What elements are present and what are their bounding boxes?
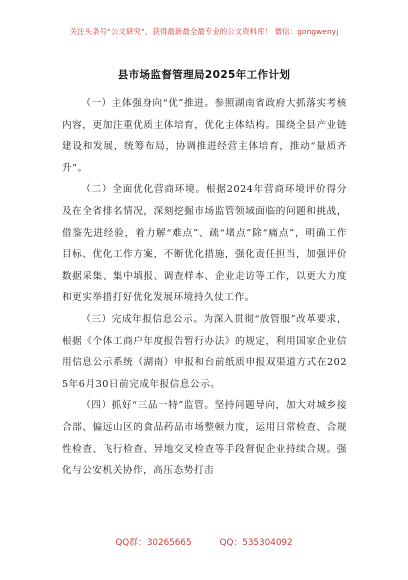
footer-contact bbox=[0, 535, 408, 548]
document-body bbox=[62, 93, 347, 482]
footer-qq-number: QQ：535304092 bbox=[219, 538, 293, 548]
paragraph-1: （一）主体强身向“优”推进。参照湖南省政府大抓落实考核内容，更加注重优质主体培育，优化主体结构。围绕全县产业链建设和发展，统筹布局，协调推进经营主体培育，推动“量质齐升”。 bbox=[62, 98, 347, 174]
header-banner: 关注头条号“公文研究”，获得最新最全最专业的公文资料库！ 微信：gongwenyj bbox=[69, 27, 339, 36]
paragraph-4: （四）抓好“三品一特”监管。坚持问题导向，加大对城乡接合部、偏远山区的食品药品市场整顿力度，运用日常检查、合规性检查、飞行检查、异地交叉检查等手段督促企业持续合规。强化与公安机关协作，高压态势打击 bbox=[62, 400, 347, 477]
footer-qq-group: QQ群：30265665 bbox=[115, 538, 192, 548]
document-title: 县市场监督管理局2025年工作计划 bbox=[117, 69, 291, 81]
paragraph-2: （二）全面优化营商环境。根据2024年营商环境评价得分及在全省排名情况，深刻挖掘市场监管领域面临的问题和挑战，借鉴先进经验，着力解“难点”、疏“堵点”除“痛点”，明确工作目标、优化工作方案，不断优化措施，强化责任担当，加强评价数据采集、集中填报、调查样本、企业走访等工作，以更大力度和更实举措打好优化发展环境持久仗工作。 bbox=[62, 184, 347, 304]
paragraph-3: （三）完成年报信息公示。为深入贯彻“放管服”改革要求，根据《个体工商户年度报告暂行办法》的规定，利用国家企业信用信息公示系统（湖南）申报和台前纸质申报双渠道方式在2025年6月30日前完成年报信息公示。 bbox=[62, 313, 347, 390]
